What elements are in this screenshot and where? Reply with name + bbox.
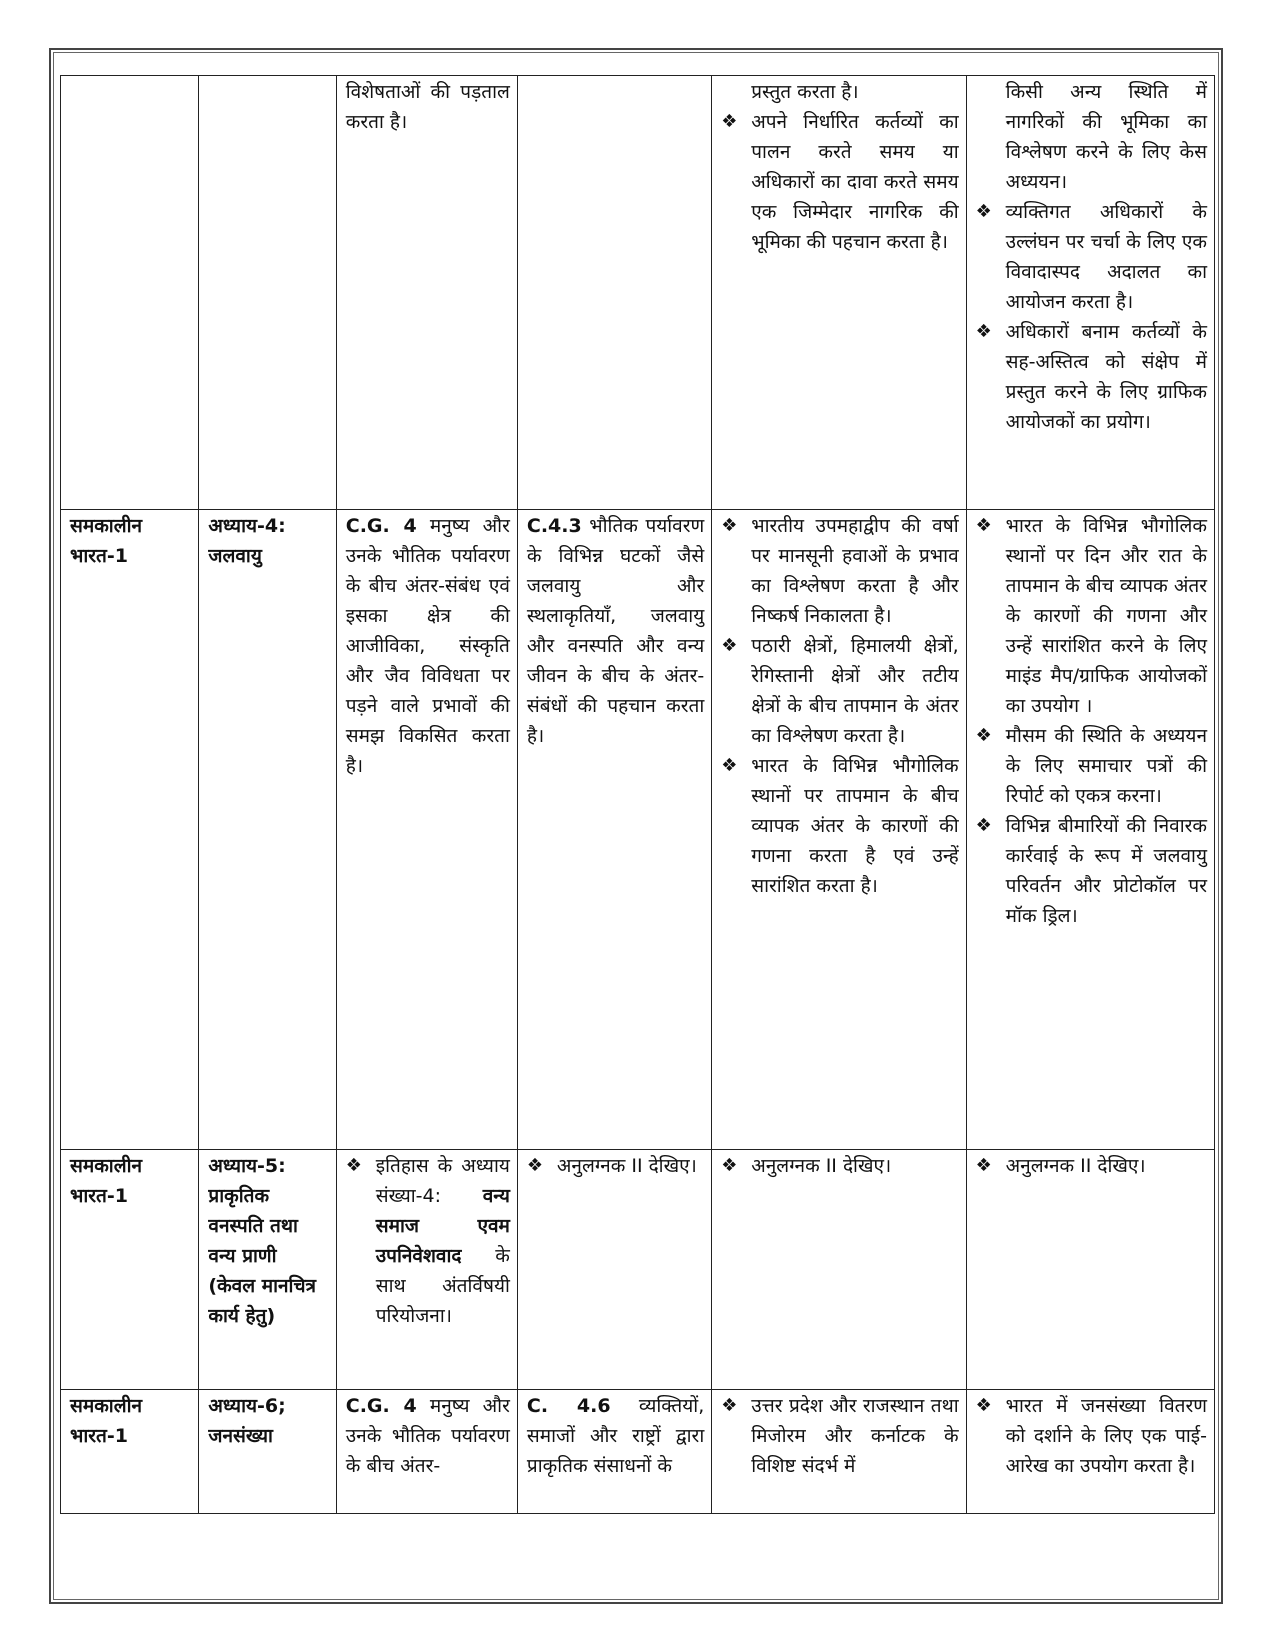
curricular-goal-cell: विशेषताओं की पड़ताल करता है। bbox=[336, 76, 517, 510]
learning-outcome-cell bbox=[712, 510, 966, 1150]
list-item: ❖ अधिकारों बनाम कर्तव्यों के सह-अस्तित्व को संक्षेप में प्रस्तुत करने के लिए ग्राफिक आयोजकों का प्रयोग। bbox=[976, 317, 1207, 437]
table-row bbox=[61, 1390, 1215, 1514]
list-item: ❖ विभिन्न बीमारियों की निवारक कार्रवाई के रूप में जलवायु परिवर्तन और प्रोटोकॉल पर मॉक ड्रिल। bbox=[976, 811, 1207, 931]
diamond-bullet-icon: ❖ bbox=[975, 321, 992, 342]
list-item: ❖ भारत के विभिन्न भौगोलिक स्थानों पर तापमान के बीच व्यापक अंतर के कारणों की गणना करता है एवं उन्हें सारांशित करता है। bbox=[721, 751, 958, 901]
list-item: ❖ भारत में जनसंख्या वितरण को दर्शाने के लिए एक पाई-आरेख का उपयोग करता है। bbox=[976, 1391, 1207, 1481]
chapter-cell: अध्याय-6; जनसंख्या bbox=[199, 1390, 336, 1514]
goal-code: C.G. 4 bbox=[345, 515, 417, 537]
list-item: ❖ भारतीय उपमहाद्वीप की वर्षा पर मानसूनी हवाओं के प्रभाव का विश्लेषण करता है और निष्कर्ष निकालता है। bbox=[721, 511, 958, 631]
list-item: ❖ पठारी क्षेत्रों, हिमालयी क्षेत्रों, रेगिस्तानी क्षेत्रों और तटीय क्षेत्रों के बीच तापमान के अंतर का विश्लेषण करता है। bbox=[721, 631, 958, 751]
list-item: ❖ भारत के विभिन्न भौगोलिक स्थानों पर दिन और रात के तापमान के बीच व्यापक अंतर के कारणों की गणना और उन्हें सारांशित करने के लिए माइंड मैप/ग्राफिक आयोजकों का उपयोग । bbox=[976, 511, 1207, 721]
diamond-bullet-icon: ❖ bbox=[721, 755, 738, 776]
diamond-bullet-icon: ❖ bbox=[721, 635, 738, 656]
diamond-bullet-icon: ❖ bbox=[721, 1395, 738, 1416]
table-row bbox=[61, 1150, 1215, 1390]
activity-cell bbox=[966, 510, 1214, 1150]
book-cell: समकालीन भारत-1 bbox=[61, 1150, 199, 1390]
competency-cell: C. 4.6 व्यक्तियों, समाजों और राष्ट्रों द्वारा प्राकृतिक संसाधनों के bbox=[517, 1390, 711, 1514]
table-row bbox=[61, 76, 1215, 510]
table-row bbox=[61, 510, 1215, 1150]
diamond-bullet-icon: ❖ bbox=[526, 1155, 544, 1176]
competency-cell bbox=[517, 1150, 711, 1390]
competency-cell: C.4.3 भौतिक पर्यावरण के विभिन्न घटकों जैसे जलवायु और स्थलाकृतियाँ, जलवायु और वनस्पति और वन्य जीवन के बीच के अंतर-संबंधों की पहचान करता है। bbox=[517, 510, 711, 1150]
learning-outcome-cell bbox=[712, 1150, 966, 1390]
diamond-bullet-icon: ❖ bbox=[975, 201, 992, 222]
curriculum-table bbox=[60, 75, 1215, 1514]
activity-cell bbox=[966, 76, 1214, 510]
chapter-cell: अध्याय-5: प्राकृतिक वनस्पति तथा वन्य प्राणी (केवल मानचित्र कार्य हेतु) bbox=[199, 1150, 336, 1390]
diamond-bullet-icon: ❖ bbox=[975, 1155, 992, 1176]
list-item: ❖ अनुलग्नक II देखिए। bbox=[976, 1151, 1207, 1181]
diamond-bullet-icon: ❖ bbox=[721, 1155, 738, 1176]
list-item: ❖ अनुलग्नक II देखिए। bbox=[721, 1151, 958, 1181]
list-item: ❖ अपने निर्धारित कर्तव्यों का पालन करते समय या अधिकारों का दावा करते समय एक जिम्मेदार नागरिक की भूमिका की पहचान करता है। bbox=[721, 107, 958, 257]
competency-code: C. 4.6 bbox=[526, 1395, 611, 1417]
diamond-bullet-icon: ❖ bbox=[345, 1155, 362, 1176]
diamond-bullet-icon: ❖ bbox=[975, 815, 992, 836]
diamond-bullet-icon: ❖ bbox=[721, 111, 738, 132]
list-item: किसी अन्य स्थिति में नागरिकों की भूमिका का विश्लेषण करने के लिए केस अध्ययन। bbox=[1005, 81, 1207, 193]
list-item: प्रस्तुत करता है। bbox=[751, 81, 859, 103]
list-item: ❖ व्यक्तिगत अधिकारों के उल्लंघन पर चर्चा के लिए एक विवादास्पद अदालत का आयोजन करता है। bbox=[976, 197, 1207, 317]
chapter-cell: अध्याय-4: जलवायु bbox=[199, 510, 336, 1150]
activity-cell bbox=[966, 1150, 1214, 1390]
diamond-bullet-icon: ❖ bbox=[975, 725, 992, 746]
goal-code: C.G. 4 bbox=[345, 1395, 417, 1417]
diamond-bullet-icon: ❖ bbox=[975, 1395, 992, 1416]
activity-cell bbox=[966, 1390, 1214, 1514]
learning-outcome-cell bbox=[712, 1390, 966, 1514]
book-cell bbox=[61, 76, 199, 510]
curricular-goal-cell: C.G. 4 मनुष्य और उनके भौतिक पर्यावरण के बीच अंतर- bbox=[336, 1390, 517, 1514]
list-item: ❖ इतिहास के अध्याय संख्या-4: वन्य समाज एवम उपनिवेशवाद के साथ अंतर्विषयी परियोजना। bbox=[346, 1151, 510, 1331]
diamond-bullet-icon: ❖ bbox=[721, 515, 738, 536]
chapter-reference: वन्य समाज एवम उपनिवेशवाद bbox=[375, 1185, 510, 1267]
competency-code: C.4.3 bbox=[526, 515, 582, 537]
list-item: ❖ अनुलग्नक II देखिए। bbox=[527, 1151, 704, 1181]
list-item: ❖ उत्तर प्रदेश और राजस्थान तथा मिजोरम और कर्नाटक के विशिष्ट संदर्भ में bbox=[721, 1391, 958, 1481]
curricular-goal-cell: C.G. 4 मनुष्य और उनके भौतिक पर्यावरण के बीच अंतर-संबंध एवं इसका क्षेत्र की आजीविका, संस्कृति और जैव विविधता पर पड़ने वाले प्रभावों की समझ विकसित करता है। bbox=[336, 510, 517, 1150]
learning-outcome-cell bbox=[712, 76, 966, 510]
diamond-bullet-icon: ❖ bbox=[975, 515, 992, 536]
competency-cell bbox=[517, 76, 711, 510]
book-cell: समकालीन भारत-1 bbox=[61, 510, 199, 1150]
book-cell: समकालीन भारत-1 bbox=[61, 1390, 199, 1514]
list-item: ❖ मौसम की स्थिति के अध्ययन के लिए समाचार पत्रों की रिपोर्ट को एकत्र करना। bbox=[976, 721, 1207, 811]
curricular-goal-cell bbox=[336, 1150, 517, 1390]
chapter-cell bbox=[199, 76, 336, 510]
